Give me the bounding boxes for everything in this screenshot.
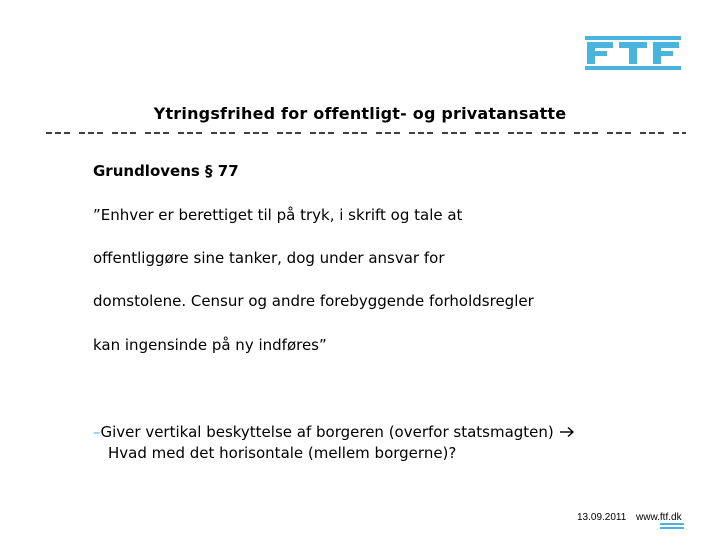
footer-accent-bars <box>660 523 684 529</box>
quote-line-3: domstolene. Censur og andre forebyggende forholdsregler <box>93 292 534 310</box>
quote-line-4: kan ingensinde på ny indføres” <box>93 336 327 354</box>
title-divider <box>46 124 686 140</box>
bullet-dash: – <box>93 423 101 441</box>
bullet-line-1: Giver vertikal beskyttelse af borgeren (overfor statsmagten) <box>100 423 554 441</box>
arrow-right-icon <box>559 426 575 438</box>
slide-title: Ytringsfrihed for offentligt- og privatansatte <box>153 104 567 123</box>
bullet-item <box>93 422 575 464</box>
ftf-logo <box>585 36 681 70</box>
footer-date: 13.09.2011 <box>577 512 627 523</box>
footer-url: www.ftf.dk <box>636 512 682 523</box>
section-heading: Grundlovens § 77 <box>93 162 239 180</box>
quote-line-1: ”Enhver er berettiget til på tryk, i skrift og tale at <box>93 206 463 224</box>
bullet-line-2: Hvad med det horisontale (mellem borgerne)? <box>108 444 457 462</box>
quote-line-2: offentliggøre sine tanker, dog under ansvar for <box>93 249 445 267</box>
